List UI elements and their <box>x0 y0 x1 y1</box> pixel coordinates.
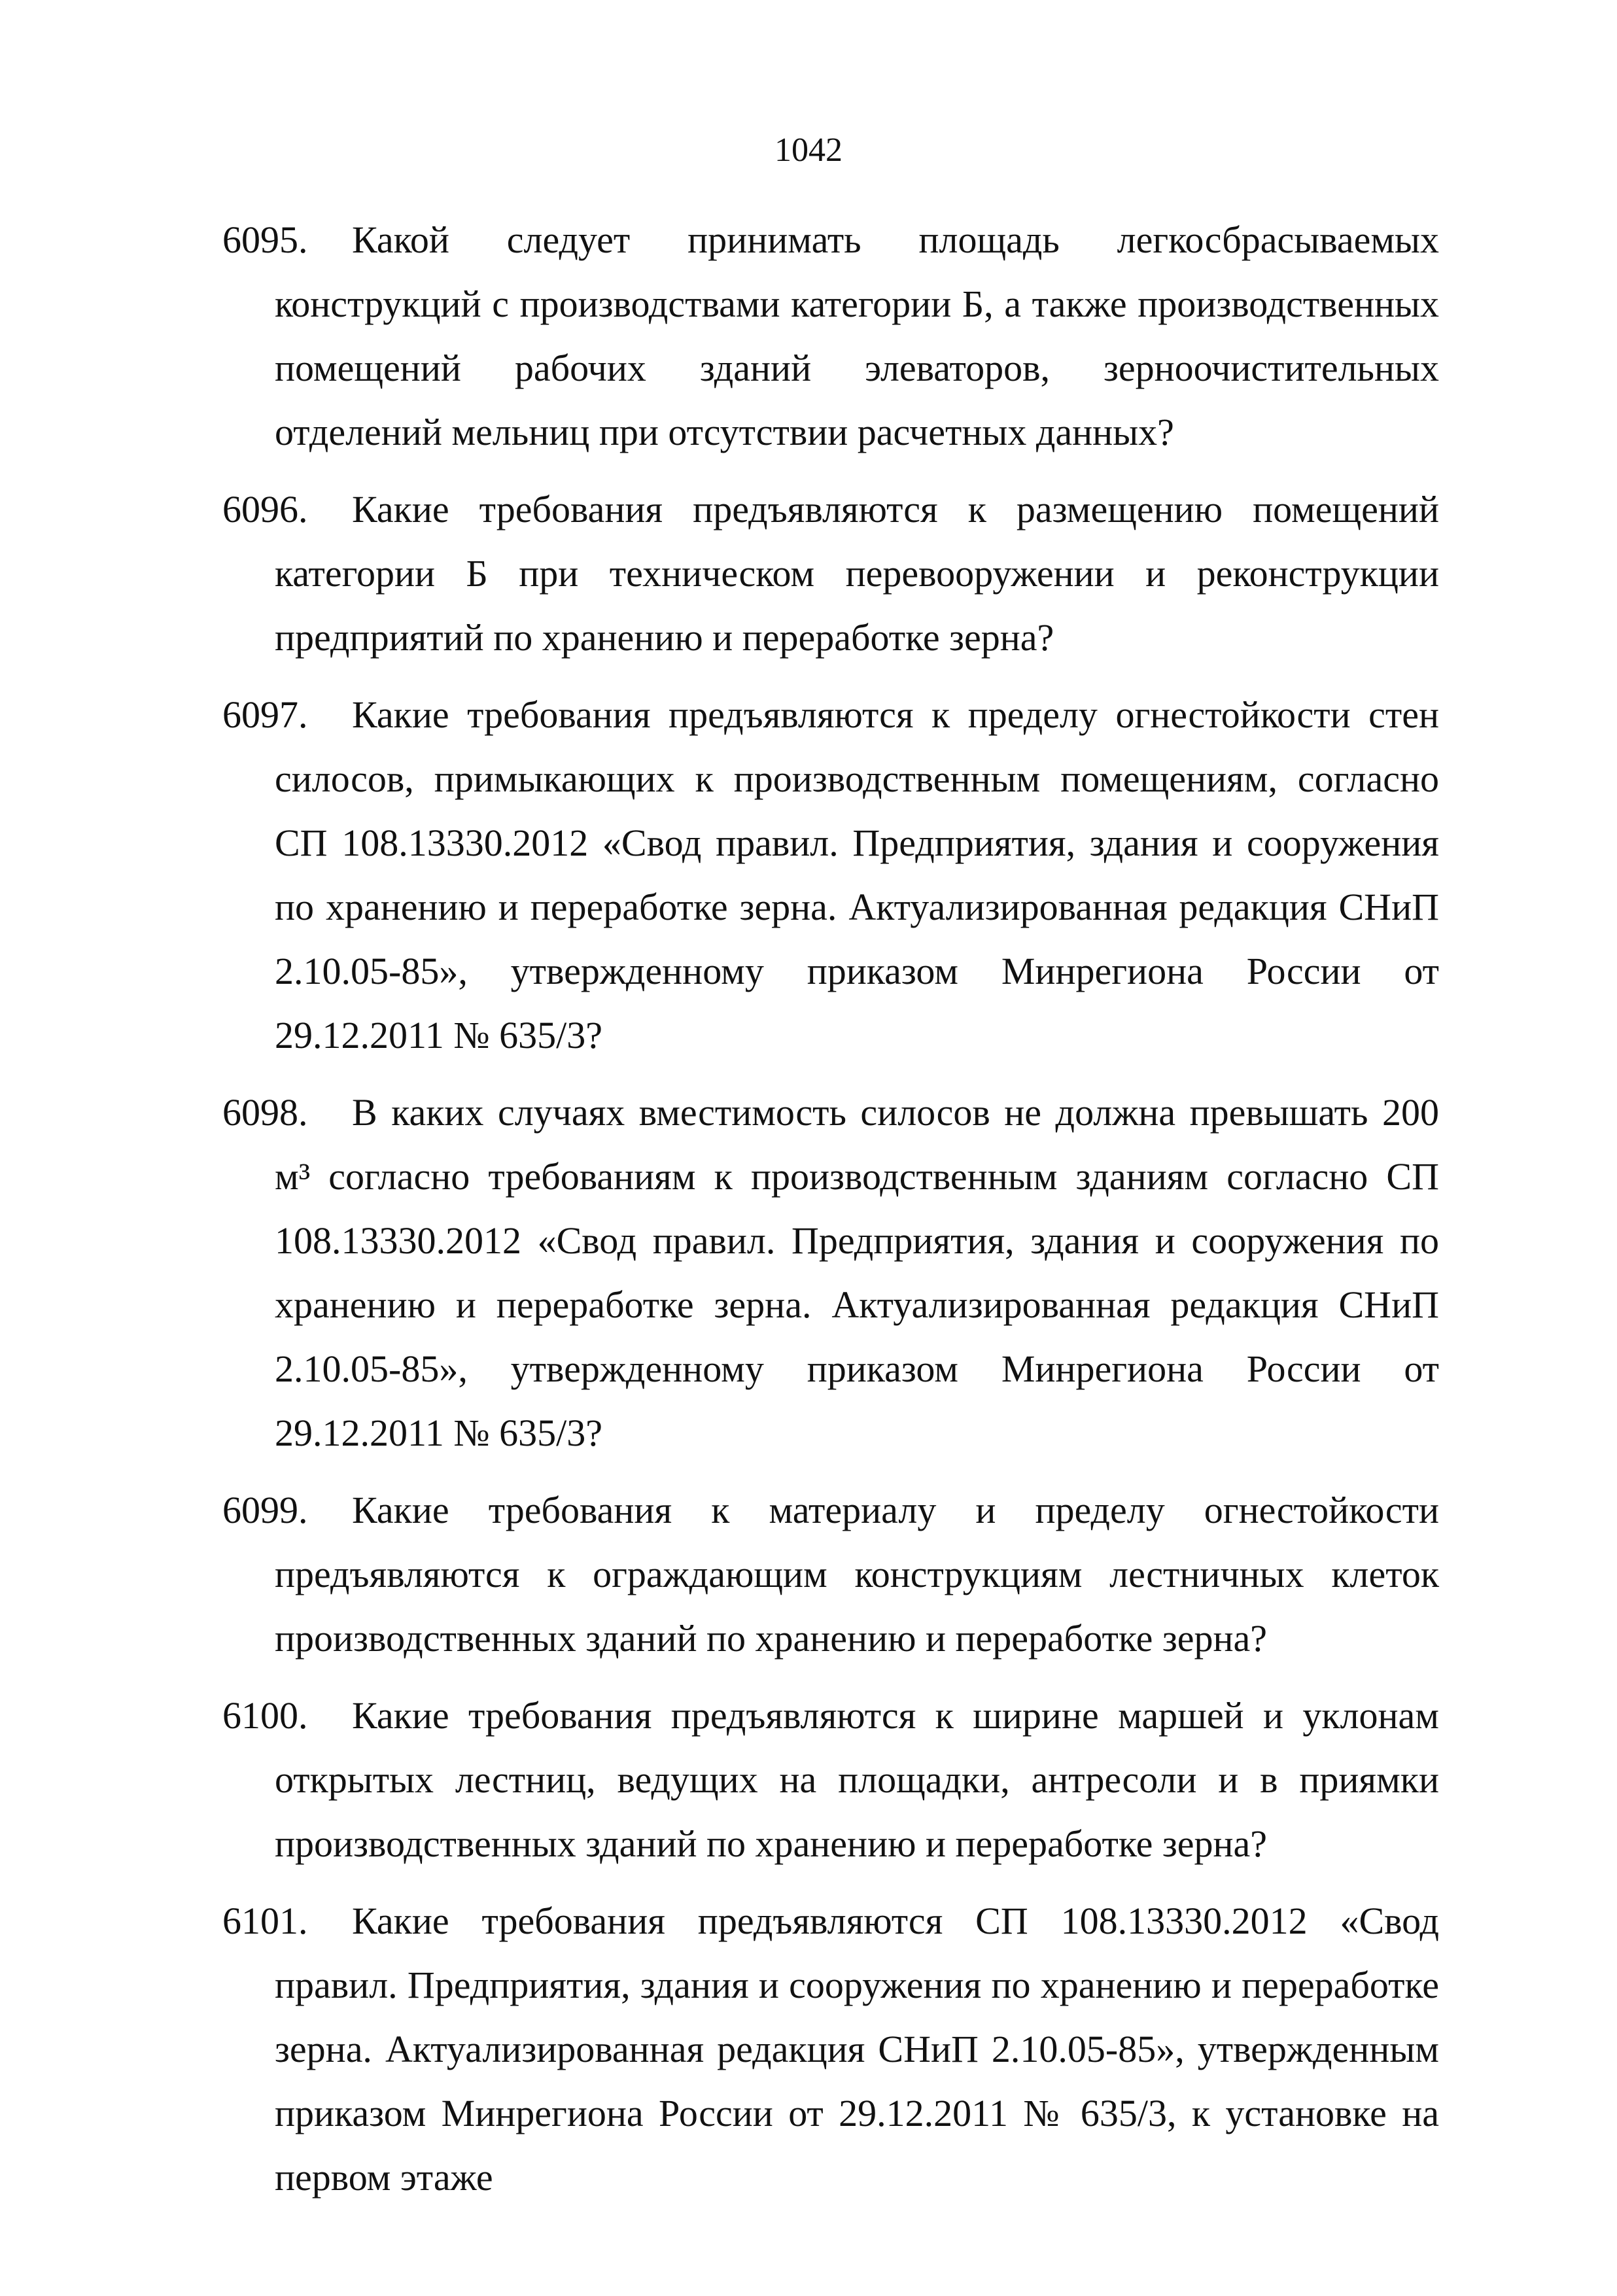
question-item <box>222 478 1439 670</box>
question-item <box>222 683 1439 1068</box>
question-item <box>222 208 1439 464</box>
question-list <box>222 208 1439 2223</box>
question-item <box>222 1684 1439 1876</box>
question-item <box>222 1081 1439 1465</box>
question-number: 6101. <box>222 1900 308 1942</box>
question-number: 6099. <box>222 1489 308 1531</box>
question-item <box>222 1889 1439 2210</box>
question-number: 6097. <box>222 693 308 736</box>
question-text: Какие требования к материалу и пределу огнестойкости предъявляются к ограждающим конструкциям лестничных клеток производственных зданий по хранению и переработке зерна? <box>275 1489 1439 1660</box>
question-text: Какие требования предъявляются к пределу огнестойкости стен силосов, примыкающих к производственным помещениям, согласно СП 108.13330.2012 «Свод правил. Предприятия, здания и сооружения по хранению и переработке зерна. Актуализированная редакция СНиП 2.10.05-85», утвержденному приказом Минрегиона России от 29.12.2011 № 635/3? <box>275 693 1439 1056</box>
question-text: В каких случаях вместимость силосов не должна превышать 200 м³ согласно требованиям к производственным зданиям согласно СП 108.13330.2012 «Свод правил. Предприятия, здания и сооружения по хранению и переработке зерна. Актуализированная редакция СНиП 2.10.05-85», утвержденному приказом Минрегиона России от 29.12.2011 № 635/3? <box>275 1091 1439 1454</box>
question-number: 6096. <box>222 488 308 531</box>
question-number: 6100. <box>222 1694 308 1737</box>
question-number: 6098. <box>222 1091 308 1134</box>
question-text: Какой следует принимать площадь легкосбрасываемых конструкций с производствами категории Б, а также производственных помещений рабочих зданий элеваторов, зерноочистительных отделений мельниц при отсутствии расчетных данных? <box>275 218 1439 453</box>
page-number: 1042 <box>774 131 843 169</box>
question-text: Какие требования предъявляются СП 108.13330.2012 «Свод правил. Предприятия, здания и сооружения по хранению и переработке зерна. Актуализированная редакция СНиП 2.10.05-85», утвержденным приказом Минрегиона России от 29.12.2011 № 635/3, к установке на первом этаже <box>275 1900 1439 2199</box>
question-text: Какие требования предъявляются к ширине маршей и уклонам открытых лестниц, ведущих на площадки, антресоли и в приямки производственных зданий по хранению и переработке зерна? <box>275 1694 1439 1865</box>
question-text: Какие требования предъявляются к размещению помещений категории Б при техническом перевооружении и реконструкции предприятий по хранению и переработке зерна? <box>275 488 1439 659</box>
question-item <box>222 1478 1439 1671</box>
question-number: 6095. <box>222 218 308 261</box>
